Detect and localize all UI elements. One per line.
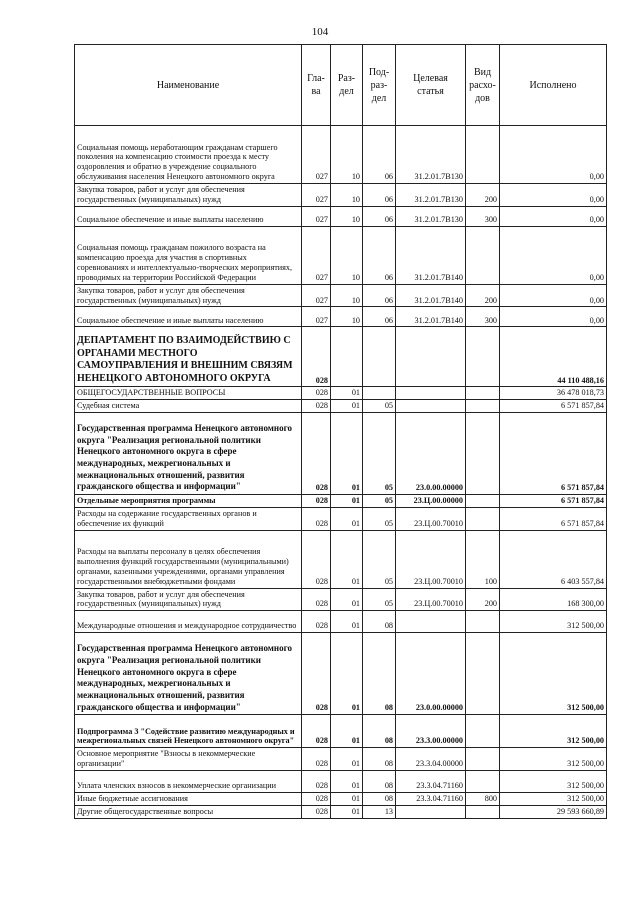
cell-expense-type [466, 633, 500, 715]
cell-target-article [396, 611, 466, 633]
cell-podrazdel: 08 [363, 715, 396, 748]
cell-podrazdel: 06 [363, 226, 396, 284]
budget-table [74, 44, 607, 819]
cell-name: Социальная помощь неработающим гражданам старшего поколения на компенсацию стоимости проезда к месту оздоровления и обратно в учреждение социального обслуживания населения Ненецкого автономного округа [75, 126, 302, 184]
page-number: 104 [311, 26, 329, 38]
cell-name: Закупка товаров, работ и услуг для обеспечения государственных (муниципальных) нужд [75, 184, 302, 207]
cell-glava: 028 [302, 413, 331, 495]
cell-expense-type [466, 413, 500, 495]
cell-executed: 312 500,00 [500, 748, 607, 771]
cell-glava: 028 [302, 387, 331, 400]
cell-podrazdel: 08 [363, 611, 396, 633]
cell-expense-type: 300 [466, 206, 500, 226]
cell-razdel: 01 [331, 588, 363, 611]
cell-executed: 6 571 857,84 [500, 400, 607, 413]
cell-executed: 6 403 557,84 [500, 530, 607, 588]
header-target-article: Целевая статья [396, 45, 466, 126]
table-row [75, 327, 607, 387]
cell-name: Расходы на выплаты персоналу в целях обеспечения выполнения функций государственными (муниципальными) органами, казенными учреждениями, органами управления государственными внебюджетными фондами [75, 530, 302, 588]
cell-executed: 0,00 [500, 184, 607, 207]
cell-razdel: 10 [331, 284, 363, 307]
cell-expense-type [466, 387, 500, 400]
cell-executed: 0,00 [500, 226, 607, 284]
cell-target-article: 31.2.01.7В130 [396, 206, 466, 226]
cell-name: Расходы на содержание государственных органов и обеспечение их функций [75, 507, 302, 530]
cell-razdel: 01 [331, 805, 363, 818]
cell-executed: 6 571 857,84 [500, 413, 607, 495]
cell-expense-type [466, 495, 500, 508]
cell-expense-type: 100 [466, 530, 500, 588]
cell-glava: 028 [302, 495, 331, 508]
header-glava: Гла- ва [302, 45, 331, 126]
table-row [75, 792, 607, 805]
cell-glava: 028 [302, 530, 331, 588]
cell-expense-type [466, 770, 500, 792]
table-row [75, 805, 607, 818]
cell-executed: 312 500,00 [500, 633, 607, 715]
cell-executed: 44 110 488,16 [500, 327, 607, 387]
header-razdel: Раз- дел [331, 45, 363, 126]
cell-executed: 36 478 018,73 [500, 387, 607, 400]
cell-podrazdel: 08 [363, 770, 396, 792]
table-header-row [75, 45, 607, 126]
cell-name: Социальное обеспечение и иные выплаты населению [75, 206, 302, 226]
cell-podrazdel: 05 [363, 507, 396, 530]
cell-podrazdel [363, 327, 396, 387]
cell-target-article: 23.Ц.00.70010 [396, 530, 466, 588]
cell-expense-type [466, 226, 500, 284]
cell-name: Судебная система [75, 400, 302, 413]
cell-razdel: 01 [331, 770, 363, 792]
table-row [75, 400, 607, 413]
table-row [75, 633, 607, 715]
cell-target-article: 31.2.01.7В140 [396, 226, 466, 284]
cell-name: Социальное обеспечение и иные выплаты населению [75, 307, 302, 327]
table-row [75, 184, 607, 207]
table-row [75, 387, 607, 400]
table-row [75, 307, 607, 327]
cell-expense-type [466, 400, 500, 413]
cell-expense-type: 800 [466, 792, 500, 805]
cell-razdel: 10 [331, 126, 363, 184]
cell-razdel: 01 [331, 413, 363, 495]
cell-target-article: 23.Ц.00.70010 [396, 588, 466, 611]
cell-glava: 027 [302, 184, 331, 207]
cell-razdel: 01 [331, 792, 363, 805]
cell-razdel: 10 [331, 226, 363, 284]
cell-name: Закупка товаров, работ и услуг для обеспечения государственных (муниципальных) нужд [75, 588, 302, 611]
cell-glava: 028 [302, 805, 331, 818]
cell-razdel: 01 [331, 715, 363, 748]
cell-glava: 028 [302, 770, 331, 792]
cell-razdel: 01 [331, 507, 363, 530]
cell-razdel: 01 [331, 633, 363, 715]
cell-expense-type [466, 507, 500, 530]
table-row [75, 530, 607, 588]
cell-glava: 028 [302, 611, 331, 633]
header-name: Наименование [75, 45, 302, 126]
cell-glava: 028 [302, 588, 331, 611]
cell-glava: 028 [302, 327, 331, 387]
cell-name: Иные бюджетные ассигнования [75, 792, 302, 805]
cell-target-article: 31.2.01.7В140 [396, 307, 466, 327]
cell-target-article: 23.Ц.00.70010 [396, 507, 466, 530]
cell-expense-type [466, 748, 500, 771]
cell-glava: 028 [302, 792, 331, 805]
cell-podrazdel: 06 [363, 206, 396, 226]
cell-name: Социальная помощь гражданам пожилого возраста на компенсацию проезда для участия в спортивных соревнованиях и интеллектуально-творческих мероприятиях, проводимых на территории Российской Федерации [75, 226, 302, 284]
cell-expense-type [466, 611, 500, 633]
cell-podrazdel: 06 [363, 307, 396, 327]
cell-podrazdel: 08 [363, 748, 396, 771]
cell-target-article: 23.3.04.00000 [396, 748, 466, 771]
cell-razdel [331, 327, 363, 387]
header-executed: Исполнено [500, 45, 607, 126]
cell-glava: 027 [302, 307, 331, 327]
cell-glava: 027 [302, 126, 331, 184]
cell-razdel: 10 [331, 184, 363, 207]
table-row [75, 413, 607, 495]
cell-name: Международные отношения и международное сотрудничество [75, 611, 302, 633]
header-podrazdel: Под- раз- дел [363, 45, 396, 126]
cell-name: ОБЩЕГОСУДАРСТВЕННЫЕ ВОПРОСЫ [75, 387, 302, 400]
cell-podrazdel: 08 [363, 792, 396, 805]
cell-razdel: 01 [331, 495, 363, 508]
cell-target-article: 31.2.01.7В140 [396, 284, 466, 307]
cell-executed: 312 500,00 [500, 770, 607, 792]
cell-podrazdel: 05 [363, 495, 396, 508]
cell-name: Уплата членских взносов в некоммерческие организации [75, 770, 302, 792]
cell-name: Отдельные мероприятия программы [75, 495, 302, 508]
cell-podrazdel: 05 [363, 400, 396, 413]
cell-expense-type: 200 [466, 284, 500, 307]
cell-glava: 028 [302, 633, 331, 715]
table-row [75, 206, 607, 226]
cell-razdel: 01 [331, 748, 363, 771]
table-row [75, 770, 607, 792]
cell-executed: 29 593 660,89 [500, 805, 607, 818]
cell-expense-type: 200 [466, 184, 500, 207]
cell-target-article [396, 400, 466, 413]
cell-target-article: 31.2.01.7В130 [396, 184, 466, 207]
cell-name: Государственная программа Ненецкого автономного округа "Реализация региональной политики Ненецкого автономного округа в сфере международных, межрегиональных и межнациональных отношений, развития гражданского общества и информации" [75, 413, 302, 495]
cell-glava: 027 [302, 284, 331, 307]
cell-target-article: 23.3.04.71160 [396, 770, 466, 792]
table-row [75, 284, 607, 307]
cell-expense-type: 200 [466, 588, 500, 611]
header-expense-type: Вид расхо- дов [466, 45, 500, 126]
cell-podrazdel: 05 [363, 588, 396, 611]
cell-podrazdel: 05 [363, 413, 396, 495]
cell-podrazdel [363, 387, 396, 400]
cell-glava: 028 [302, 400, 331, 413]
cell-podrazdel: 06 [363, 126, 396, 184]
cell-glava: 028 [302, 507, 331, 530]
cell-target-article: 23.Ц.00.00000 [396, 495, 466, 508]
cell-executed: 312 500,00 [500, 715, 607, 748]
cell-name: Государственная программа Ненецкого автономного округа "Реализация региональной политики Ненецкого автономного округа в сфере международных, межрегиональных и межнациональных отношений, развития гражданского общества и информации" [75, 633, 302, 715]
cell-target-article [396, 327, 466, 387]
cell-podrazdel: 06 [363, 184, 396, 207]
table-row [75, 126, 607, 184]
cell-executed: 312 500,00 [500, 792, 607, 805]
cell-razdel: 01 [331, 530, 363, 588]
cell-expense-type [466, 715, 500, 748]
table-row [75, 226, 607, 284]
cell-executed: 312 500,00 [500, 611, 607, 633]
cell-name: ДЕПАРТАМЕНТ ПО ВЗАИМОДЕЙСТВИЮ С ОРГАНАМИ МЕСТНОГО САМОУПРАВЛЕНИЯ И ВНЕШНИМ СВЯЗЯМ НЕНЕЦКОГО АВТОНОМНОГО ОКРУГА [75, 327, 302, 387]
cell-name: Подпрограмма 3 "Содействие развитию международных и межрегиональных связей Ненецкого автономного округа" [75, 715, 302, 748]
table-row [75, 611, 607, 633]
table-row [75, 588, 607, 611]
table-row [75, 715, 607, 748]
cell-expense-type [466, 126, 500, 184]
cell-name: Основное мероприятие "Взносы в некоммерческие организации" [75, 748, 302, 771]
cell-podrazdel: 05 [363, 530, 396, 588]
cell-expense-type [466, 327, 500, 387]
cell-razdel: 01 [331, 387, 363, 400]
cell-glava: 028 [302, 715, 331, 748]
cell-target-article: 23.3.00.00000 [396, 715, 466, 748]
cell-executed: 0,00 [500, 206, 607, 226]
table-row [75, 748, 607, 771]
cell-razdel: 10 [331, 307, 363, 327]
cell-executed: 6 571 857,84 [500, 495, 607, 508]
cell-executed: 168 300,00 [500, 588, 607, 611]
table-row [75, 507, 607, 530]
cell-target-article: 31.2.01.7В130 [396, 126, 466, 184]
cell-target-article: 23.0.00.00000 [396, 633, 466, 715]
cell-target-article: 23.3.04.71160 [396, 792, 466, 805]
cell-glava: 028 [302, 748, 331, 771]
table-row [75, 495, 607, 508]
cell-target-article: 23.0.00.00000 [396, 413, 466, 495]
cell-podrazdel: 13 [363, 805, 396, 818]
cell-glava: 027 [302, 206, 331, 226]
cell-expense-type [466, 805, 500, 818]
cell-name: Закупка товаров, работ и услуг для обеспечения государственных (муниципальных) нужд [75, 284, 302, 307]
cell-executed: 0,00 [500, 307, 607, 327]
cell-razdel: 10 [331, 206, 363, 226]
cell-razdel: 01 [331, 400, 363, 413]
cell-razdel: 01 [331, 611, 363, 633]
cell-target-article [396, 805, 466, 818]
cell-target-article [396, 387, 466, 400]
cell-name: Другие общегосударственные вопросы [75, 805, 302, 818]
cell-executed: 6 571 857,84 [500, 507, 607, 530]
cell-executed: 0,00 [500, 126, 607, 184]
cell-executed: 0,00 [500, 284, 607, 307]
cell-podrazdel: 08 [363, 633, 396, 715]
cell-expense-type: 300 [466, 307, 500, 327]
cell-glava: 027 [302, 226, 331, 284]
cell-podrazdel: 06 [363, 284, 396, 307]
